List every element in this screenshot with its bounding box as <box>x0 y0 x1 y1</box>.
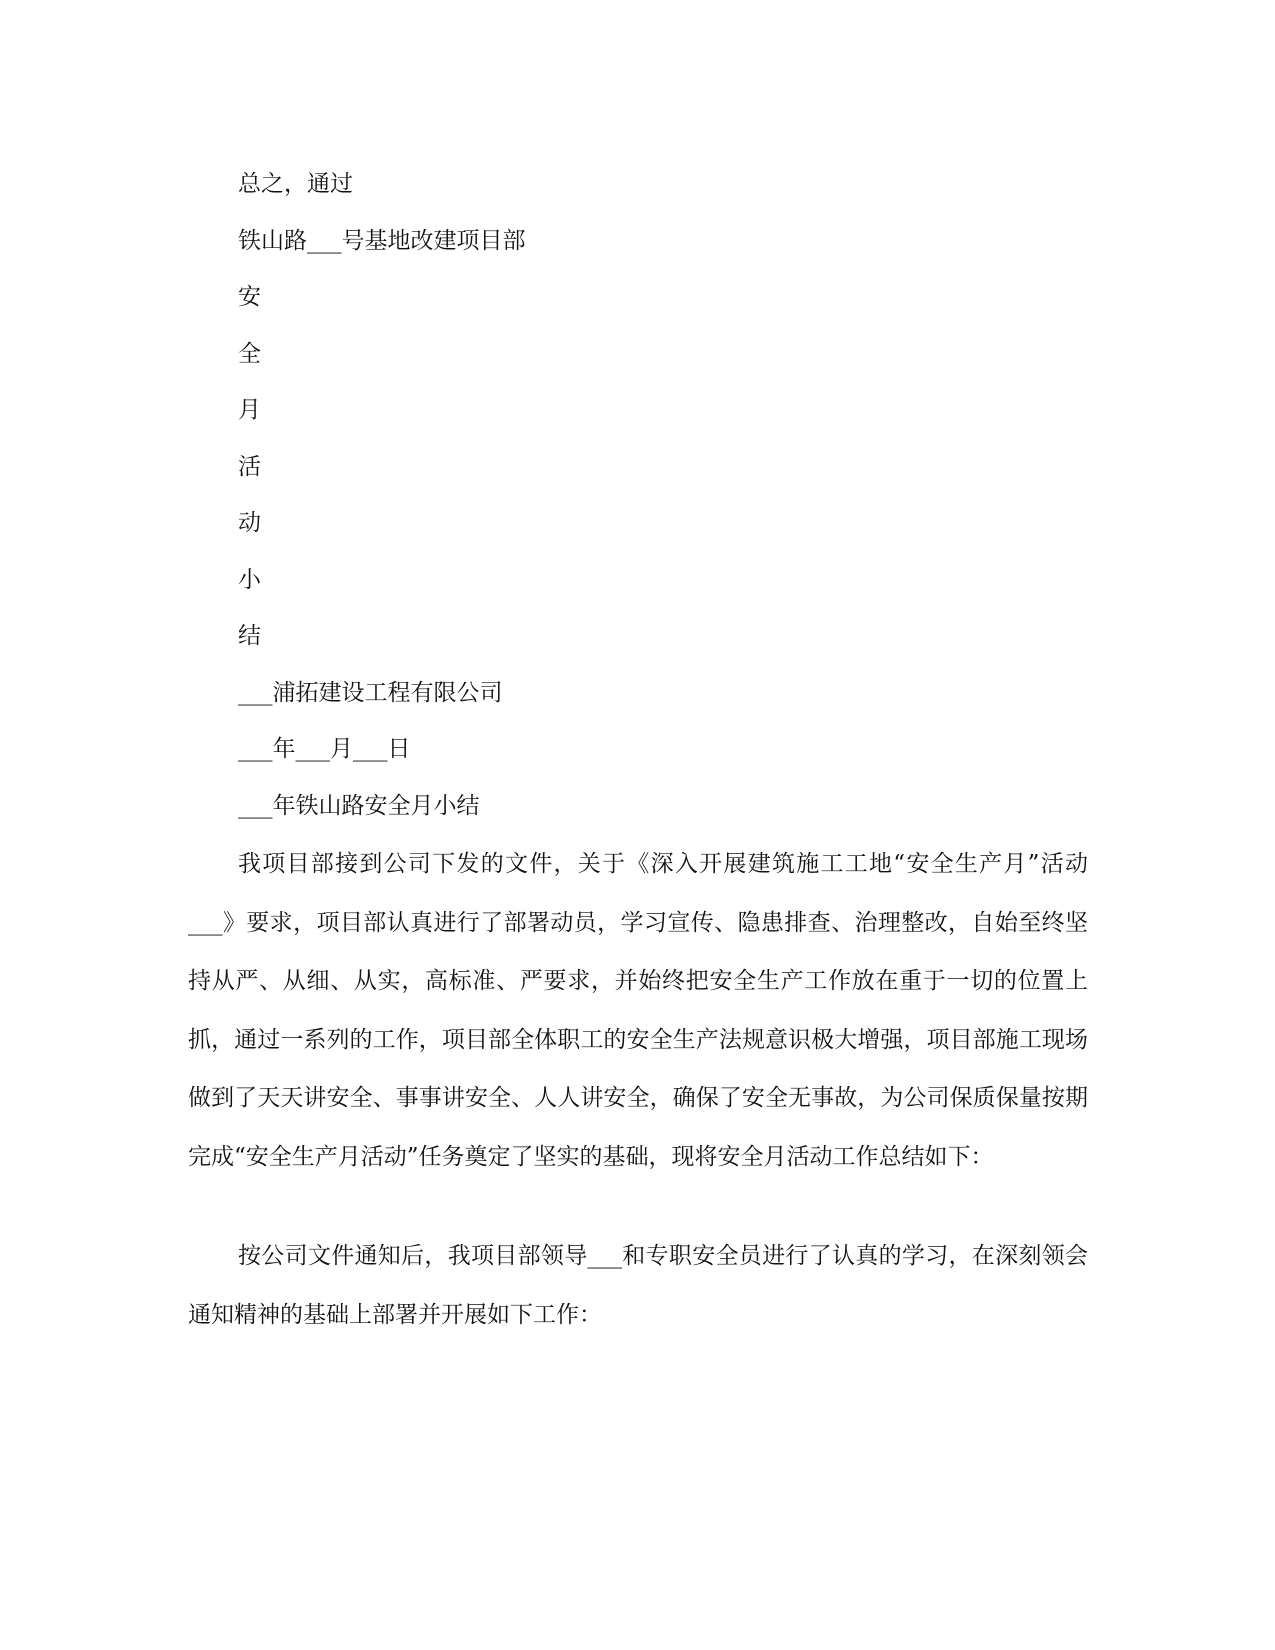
title-char: 全 <box>238 341 261 367</box>
title-char: 活 <box>238 454 261 480</box>
body-paragraph: 按公司文件通知后，我项目部领导___和专职安全员进行了认真的学习，在深刻领会通知精神的基础上部署并开展如下工作： <box>188 1243 1088 1328</box>
title-char: 结 <box>238 623 261 649</box>
title-char: 动 <box>238 510 261 536</box>
text-line-conclusion: 总之，通过 <box>238 171 353 197</box>
text-line-date: ___年___月___日 <box>238 736 411 762</box>
section-title: ___年铁山路安全月小结 <box>238 793 480 819</box>
text-line-company: ___浦拓建设工程有限公司 <box>238 680 503 706</box>
title-char: 安 <box>238 284 261 310</box>
text-line-project-dept: 铁山路___号基地改建项目部 <box>238 228 526 254</box>
title-char: 小 <box>238 567 261 593</box>
title-char: 月 <box>238 397 261 423</box>
body-paragraph: 我项目部接到公司下发的文件，关于《深入开展建筑施工工地“安全生产月”活动___》要求，项目部认真进行了部署动员，学习宣传、隐患排查、治理整改，自始至终坚持从严、从细、从实，高标准、严要求，并始终把安全生产工作放在重于一切的位置上抓，通过一系列的工作，项目部全体职工的安全生产法规意识极大增强，项目部施工现场做到了天天讲安全、事事讲安全、人人讲安全，确保了安全无事故，为公司保质保量按期完成“安全生产月活动”任务奠定了坚实的基础，现将安全月活动工作总结如下： <box>188 851 1088 1170</box>
